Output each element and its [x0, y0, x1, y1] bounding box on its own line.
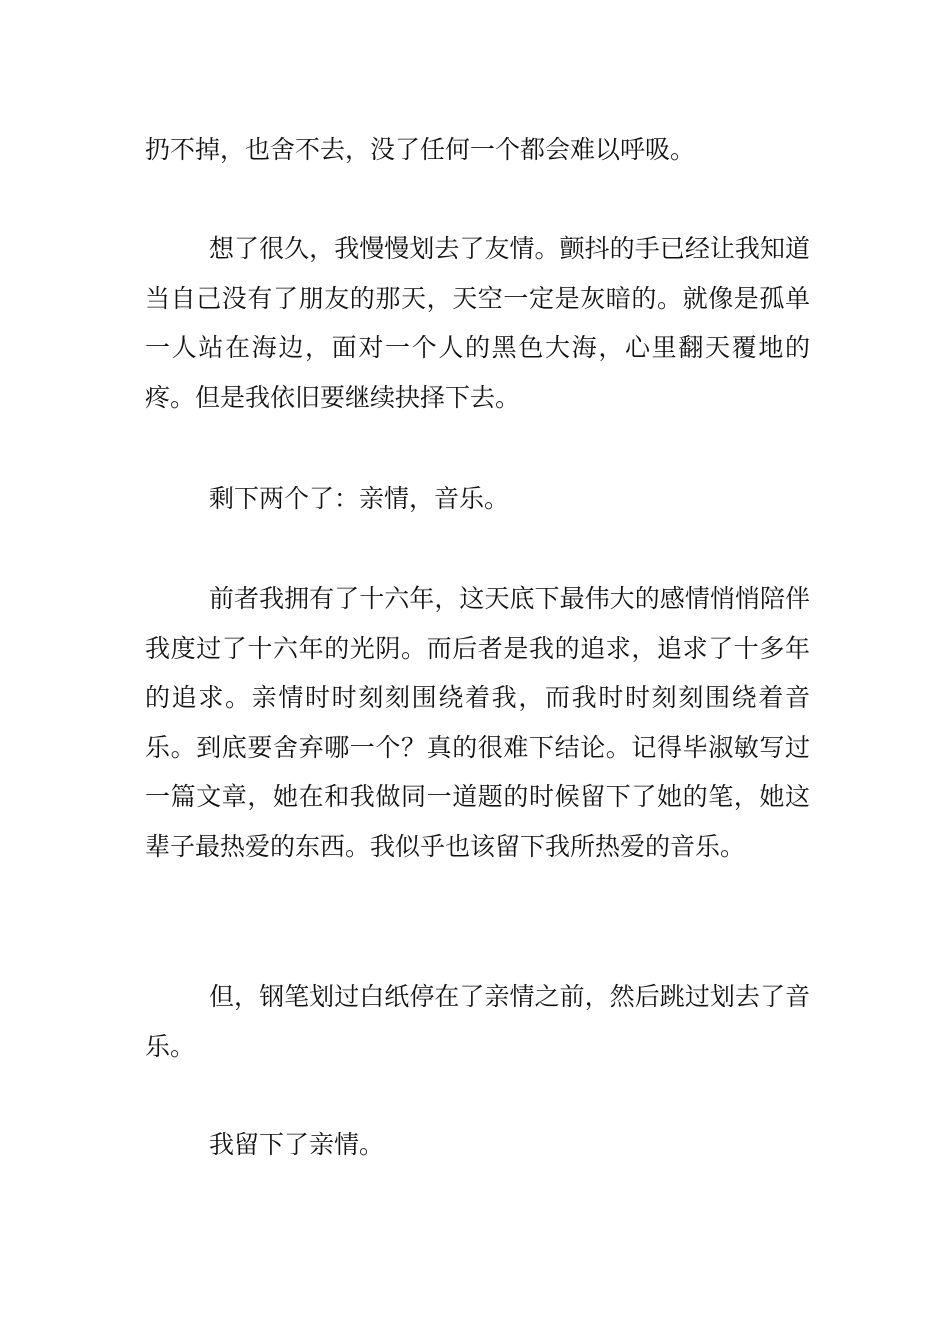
paragraph-5: 但，钢笔划过白纸停在了亲情之前，然后跳过划去了音乐。 [145, 982, 810, 1061]
paragraph-6: 我留下了亲情。 [209, 1130, 385, 1159]
paragraph-4: 前者我拥有了十六年，这天底下最伟大的感情悄悄陪伴我度过了十六年的光阴。而后者是我的追求，追求了十多年的追求。亲情时时刻刻围绕着我，而我时时刻刻围绕着音乐。到底要舍弃哪一个？真的很难下结论。记得毕淑敏写过一篇文章，她在和我做同一道题的时候留下了她的笔，她这辈子最热爱的东西。我似乎也该留下我所热爱的音乐。 [145, 584, 810, 861]
paragraph-1: 扔不掉，也舍不去，没了任何一个都会难以呼吸。 [145, 135, 696, 164]
paragraph-3: 剩下两个了：亲情，音乐。 [209, 484, 510, 513]
paragraph-2: 想了很久，我慢慢划去了友情。颤抖的手已经让我知道当自己没有了朋友的那天，天空一定是灰暗的。就像是孤单一人站在海边，面对一个人的黑色大海，心里翻天覆地的疼。但是我依旧要继续抉择下去。 [145, 234, 810, 412]
